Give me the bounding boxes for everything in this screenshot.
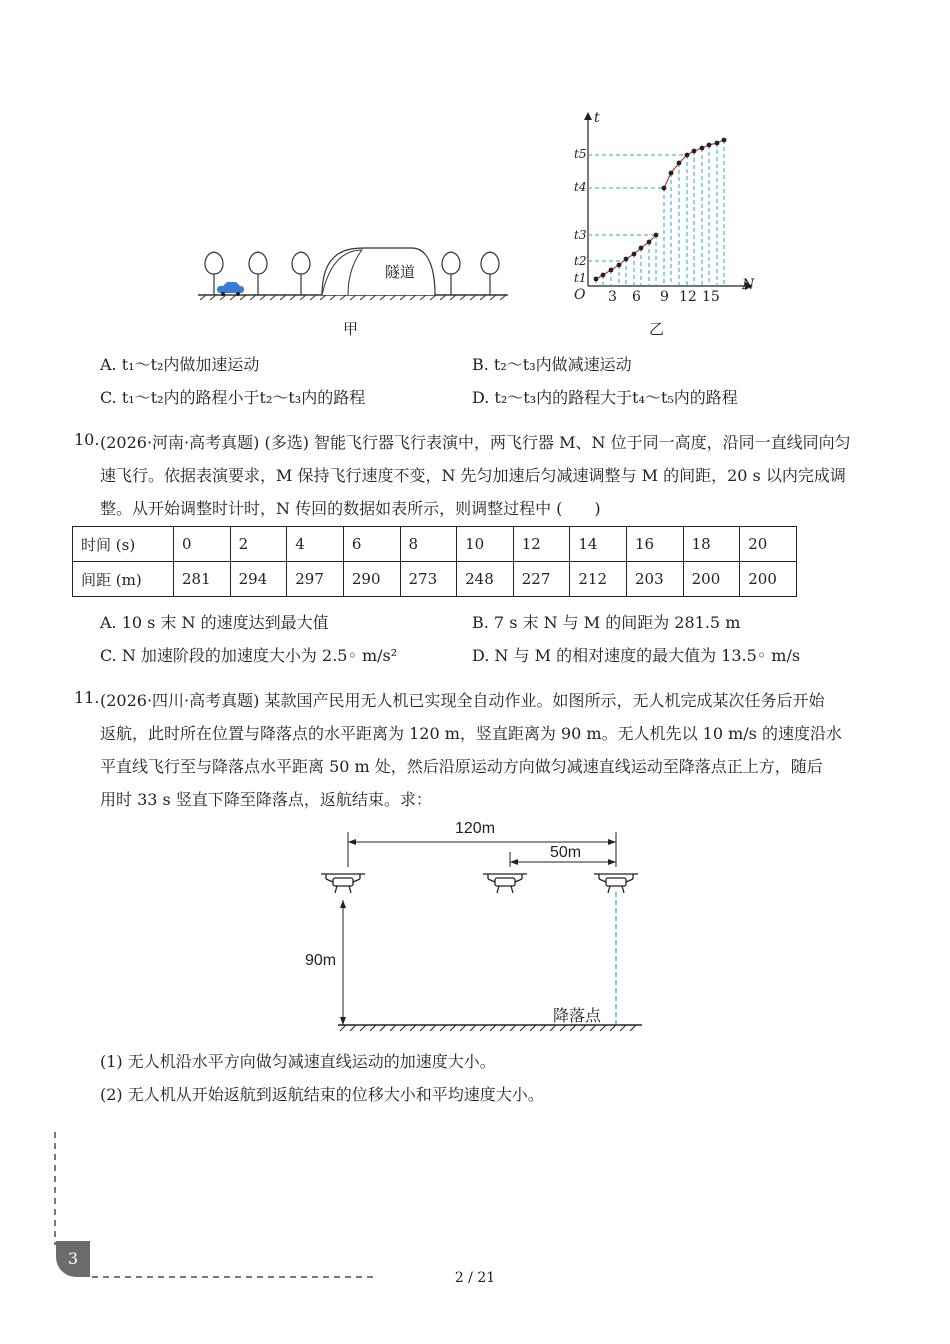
- t-tick-1: t1: [574, 271, 587, 285]
- table-cell: 14: [570, 527, 627, 562]
- figure-yi-caption: 乙: [649, 320, 665, 338]
- q9-option-c: C. t₁～t₂内的路程小于t₂～t₃内的路程: [100, 388, 366, 407]
- table-cell: 290: [343, 562, 400, 597]
- x-tick-9: 9: [660, 289, 669, 305]
- origin-label: O: [574, 287, 586, 303]
- q11-sub1: (1) 无人机沿水平方向做匀减速直线运动的加速度大小。: [100, 1052, 496, 1071]
- table-cell: 18: [683, 527, 740, 562]
- q11-stem-line4: 用时 33 s 竖直下降至降落点，返航结束。求：: [100, 790, 432, 809]
- t-axis-label: t: [594, 110, 600, 126]
- n-axis-label: N: [742, 277, 755, 293]
- table-cell: 212: [570, 562, 627, 597]
- q9-option-b: B. t₂～t₃内做减速运动: [472, 355, 632, 374]
- table-cell: 12: [513, 527, 570, 562]
- q11-sub2: (2) 无人机从开始返航到返航结束的位移大小和平均速度大小。: [100, 1085, 544, 1104]
- t-tick-5: t5: [574, 147, 587, 161]
- t-tick-3: t3: [574, 228, 587, 242]
- table-cell: 297: [287, 562, 344, 597]
- q11-stem-line1: (2026·四川·高考真题) 某款国产民用无人机已实现全自动作业。如图所示，无人机完成某次任务后开始: [100, 691, 825, 710]
- table-cell: 0: [174, 527, 231, 562]
- table-cell: 227: [513, 562, 570, 597]
- q11-stem-line2: 返航，此时所在位置与降落点的水平距离为 120 m，竖直距离为 90 m。无人机先以 10 m/s 的速度沿水: [100, 724, 842, 743]
- table-cell: 16: [627, 527, 684, 562]
- label-120m: 120m: [455, 820, 496, 837]
- q10-data-table: [72, 526, 797, 597]
- table-cell: 4: [287, 527, 344, 562]
- figure-drone-return: [300, 812, 660, 1037]
- q9-option-d: D. t₂～t₃内的路程大于t₄～t₅内的路程: [472, 388, 738, 407]
- table-row: [73, 562, 797, 597]
- x-tick-15: 15: [702, 289, 720, 305]
- table-cell: 20: [740, 527, 797, 562]
- q10-option-c: C. N 加速阶段的加速度大小为 2.5◦ m/s²: [100, 646, 398, 665]
- table-cell: 6: [343, 527, 400, 562]
- q10-option-d: D. N 与 M 的相对速度的最大值为 13.5◦ m/s: [472, 646, 801, 665]
- q10-stem-line1: (2026·河南·高考真题) (多选) 智能飞行器飞行表演中，两飞行器 M、N 位于同一高度，沿同一直线同向匀: [100, 433, 851, 452]
- table-cell: 273: [400, 562, 457, 597]
- distance-header: 间距 (m): [73, 562, 174, 597]
- table-cell: 200: [683, 562, 740, 597]
- q10-option-b: B. 7 s 末 N 与 M 的间距为 281.5 m: [472, 613, 741, 632]
- table-cell: 8: [400, 527, 457, 562]
- t-tick-4: t4: [574, 180, 587, 194]
- tunnel-label: 隧道: [385, 263, 416, 281]
- q10-option-a: A. 10 s 末 N 的速度达到最大值: [100, 613, 329, 632]
- table-cell: 203: [627, 562, 684, 597]
- q9-option-a: A. t₁～t₂内做加速运动: [100, 355, 260, 374]
- q11-number: 11.: [74, 688, 100, 707]
- q10-stem-line2: 速飞行。依据表演要求，M 保持飞行速度不变，N 先匀加速后匀减速调整与 M 的间距，20 s 以内完成调: [100, 466, 846, 485]
- q11-stem-line3: 平直线飞行至与降落点水平距离 50 m 处，然后沿原运动方向做匀减速直线运动至降落点正上方，随后: [100, 757, 823, 776]
- q10-stem-line3: 整。从开始调整时计时，N 传回的数据如表所示，则调整过程中 ( ): [100, 499, 601, 518]
- label-90m: 90m: [305, 952, 337, 969]
- footer-page-indicator: 2 / 21: [454, 1270, 496, 1286]
- t-tick-2: t2: [574, 254, 587, 268]
- table-cell: 2: [230, 527, 287, 562]
- label-landing-point: 降落点: [553, 1006, 602, 1025]
- q10-number: 10.: [74, 430, 100, 449]
- time-header: 时间 (s): [73, 527, 174, 562]
- x-tick-3: 3: [608, 289, 617, 305]
- page-number-badge: 3: [56, 1241, 90, 1277]
- figure-yi-graph: [560, 108, 760, 308]
- table-cell: 10: [457, 527, 514, 562]
- label-50m: 50m: [550, 844, 582, 861]
- x-tick-12: 12: [679, 289, 697, 305]
- table-cell: 294: [230, 562, 287, 597]
- table-row: [73, 527, 797, 562]
- figure-jia-caption: 甲: [343, 320, 359, 338]
- table-cell: 200: [740, 562, 797, 597]
- x-tick-6: 6: [632, 289, 641, 305]
- page-corner-dashed-border: [50, 1130, 390, 1280]
- table-cell: 281: [174, 562, 231, 597]
- table-cell: 248: [457, 562, 514, 597]
